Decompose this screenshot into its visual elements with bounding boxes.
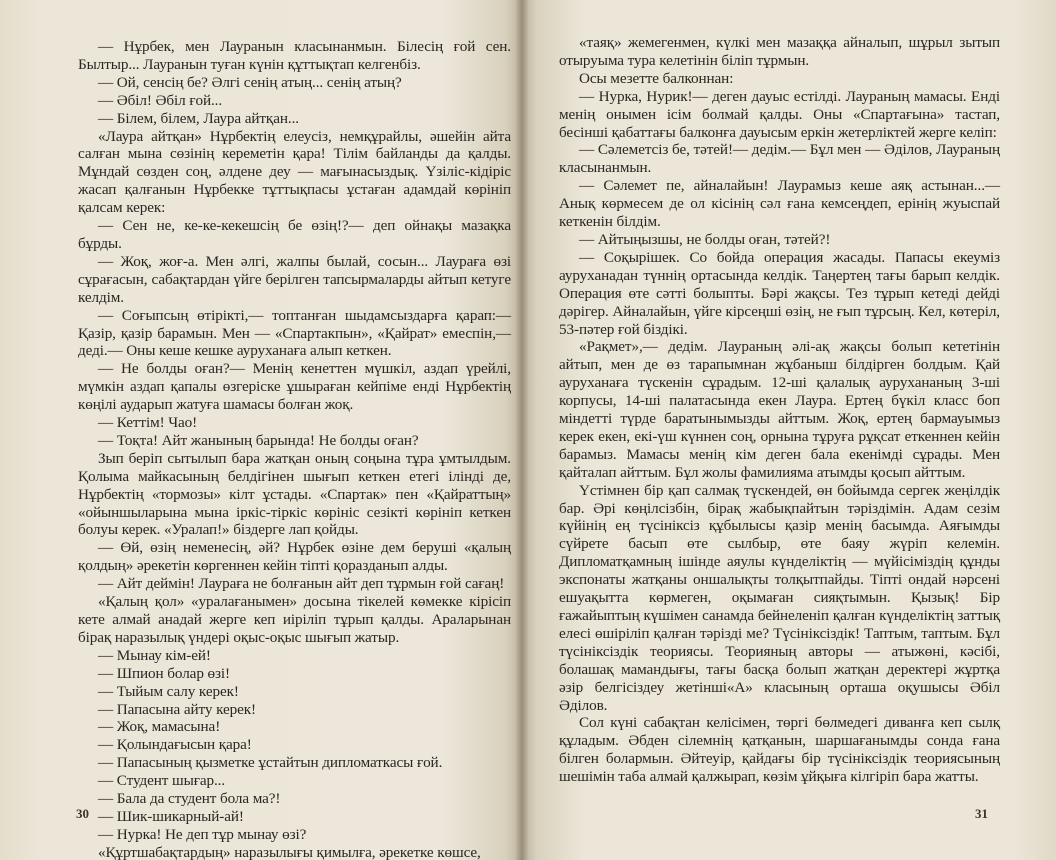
paragraph: — Әбіл! Әбіл ғой...: [98, 91, 223, 109]
paragraph: «таяқ» жемегенмен, күлкі мен мазаққа айналып, шұрыл зытып отыруыма тура келетінін біліп тұрмын.: [559, 34, 1000, 69]
page-number-right: 31: [975, 806, 988, 821]
paragraph: — Нурка! Не деп тұр мынау өзі?: [98, 825, 307, 843]
paragraph: — Шик-шикарный-ай!: [98, 807, 244, 825]
paragraph: — Сәлемет пе, айналайын! Лаурамыз кеше аяқ астынан...— Анық көрмесем де ол кісінің сәл ғана кемсеңдеп, ерінің жуыспай кеткенін білдім.: [559, 177, 1000, 231]
paragraph: «Лаура айтқан» Нұрбектің елеусіз, немқұрайлы, әшейін айта салған мына сөзінің кереметін қара! Тілім байланды да қалды. Мұндай сөзден соң, әлдене деу — мағынасыздық. Үзіліс-кідіріс жасап қалғанын Нұрбекке тұттықпасы ұстаған адамдай көрініп қалсам керек:: [78, 127, 511, 217]
paragraph: — Жоқ, мамасына!: [98, 718, 221, 736]
paragraph: Үстімнен бір қап салмақ түскендей, өн бойымда сергек жеңілдік бар. Әрі көңілсізбін, бірақ жабықпайтын тәріздімін. Адам сезім күйінің ең түсініксіз құбылысы қазір менің басымда. Аяғымды сүйрете басып өте сылбыр, өте баяу жүріп келемін. Дипломатқамның ішінде аяулы күнделіктің — мүйісіміздің құнды экспонаты жатқаны оншалықты толқытпайды. Тіпті ондай нәрсені ешуақытта көрмеген, оқымаған сияқтымын. Қызық! Бір ғажайыптың күшімен санамда бейнеленіп қалған күнделіктің заттық елесі өшіріліп қалған тәрізді ме? Түсініксіздік! Таптым, таптым. Бұл түсініксіздік теориясы. Теорияның авторы — атыжөні, кәсібі, болашақ мамандығы, тағы басқа болып жатқан деректері жұртқа әзір белгісіздеу жетінші«А» класының орташа оқушысы Әбіл Әділов.: [559, 481, 1000, 714]
paragraph: — Шпион болар өзі!: [98, 664, 230, 682]
left-page-text: [78, 38, 511, 860]
right-page-text: [559, 34, 1000, 786]
paragraph: — Білем, білем, Лаура айтқан...: [98, 109, 299, 127]
paragraph: — Папасының қызметке ұстайтын дипломаткасы ғой.: [98, 754, 443, 772]
paragraph: — Не болды оған?— Менің кенеттен мүшкіл, аздап үрейлі, мүмкін аздап қапалы өзгеріске ұшыраған кейпіме енді Нұрбектің көңілі аударып жатуға шамасы болған жоқ.: [78, 360, 511, 414]
paragraph: — Айт деймін! Лаураға не болғанын айт деп тұрмын ғой сағаң!: [98, 575, 505, 593]
paragraph: — Тоқта! Айт жанының барында! Не болды оған?: [98, 431, 419, 449]
paragraph: — Кеттім! Чао!: [98, 414, 198, 432]
paragraph: — Папасына айту керек!: [98, 700, 256, 718]
paragraph: — Соғыпсың өтірікті,— топтанған шыдамсыздарға қарап:— Қазір, қазір барамын. Мен — «Спартакпын», «Қайрат» емеспін,— деді.— Оны кеше кешке ауруханаға алып кеткен.: [78, 306, 511, 360]
paragraph: — Ой, сенсің бе? Әлгі сенің атың... сенің атың?: [98, 73, 402, 91]
paragraph: — Нурка, Нурик!— деген дауыс естілді. Лаураның мамасы. Енді менің онымен ісім болмай қалды. Оны «Спартағына» тастап, бесінші қабаттағы балконға дауысым еркін жетерліктей жерге келіп:: [559, 87, 1000, 141]
paragraph: Осы мезетте балконнан:: [579, 69, 734, 87]
paragraph: «Құртшабақтардың» наразылығы қимылға, әрекетке көшсе,: [98, 843, 481, 860]
right-page: [521, 0, 1056, 860]
paragraph: — Сәлеметсіз бе, тәтей!— дедім.— Бұл мен — Әділов, Лаураның класынанмын.: [559, 141, 1000, 177]
paragraph: — Соқырішек. Со бойда операция жасады. Папасы екеуміз ауруханадан түннің ортасында келдік. Таңертең тағы барып келдік. Операция өте сәтті болыпты. Бәрі жақсы. Тез тұрып кетеді дейді дәрігер. Айналайын, үйге кірсеңші өзің, не ғып тұрсың. Кел, көтеріл, 53-пәтер ғой біздікі.: [559, 248, 1000, 338]
paragraph: — Айтыңызшы, не болды оған, тәтей?!: [579, 230, 831, 248]
paragraph: — Өй, өзің неменесің, әй? Нұрбек өзіне дем беруші «қалың қолдың» әрекетін көргеннен кейін тіпті қоразданып алды.: [78, 539, 511, 575]
left-page: [0, 0, 521, 860]
paragraph: — Сен не, ке-ке-кекешсің бе өзің!?— деп ойнақы мазақка бұрды.: [78, 217, 511, 252]
paragraph: — Мынау кім-ей!: [98, 646, 211, 664]
paragraph: — Бала да студент бола ма?!: [98, 790, 281, 808]
paragraph: — Тыйым салу керек!: [98, 682, 239, 700]
paragraph: Зып беріп сытылып бара жатқан оның соңына тұра ұмтылдым. Қолыма майкасының белдігінен шығып кеткен етегі ілінді де, Нұрбектің «тормозы» кілт ұстады. «Спартак» пен «Қайраттың» «ойыншыларына мына іркіс-тіркіс көрініс сезікті көрініп кеткен болуы керек. «Уралап!» біздерге лап қойды.: [78, 449, 511, 539]
page-number-left: 30: [76, 806, 89, 821]
paragraph: — Нұрбек, мен Лауранын класынанмын. Білесің ғой сен. Былтыр... Лауранын туған күнін құттықтап келгенбіз.: [78, 38, 511, 73]
paragraph: — Жоқ, жоғ-а. Мен әлгі, жалпы былай, сосын... Лаураға өзі сұрағасын, сабақтардан үйге берілген тапсырмаларды айтып кетуге келдім.: [78, 252, 511, 306]
paragraph: Сол күні сабақтан келісімен, төргі бөлмедегі диванға кеп сылқ құладым. Әбден сілемнің қатқанын, шаршағанымды сонда ғана білген болармын. Әйтеуір, қайдағы бір түсініксіздік теориясының шешімін таба алмай қалжырап, көзім ұйқыға кілгіріп бара жатты.: [559, 714, 1000, 786]
paragraph: «Рақмет»,— дедім. Лаураның әлі-ақ жақсы болып кететінін айтып, мен де өз тарапымнан жұбаныш білдірген болдым. Қай ауруханаға түскенін сұрадым. 12-ші қалалық аурухананың 3-ші корпусы, 14-ші палатасында екен Лаура. Ертең бүкіл класс боп міндетті түрде баратынымызды айттым. Жоқ, ертең бармауымыз керек екен, екі-үш күннен соң, орнына тұруға рұқсат еткеннен кейін барамыз. Мамасы менің кім деген бала екенімді сұрады. Мен қайталап айттым. Бұл жолы фамилиямa атымды қосып айттым.: [559, 338, 1000, 481]
paragraph: «Қалың қол» «уралағанымен» досына тікелей көмекке кірісіп кете алмай анадай жерге кеп иіріліп тұрып қалды. Араларынан бірақ наразылық үндері оқыс-оқыс шығып жатыр.: [78, 593, 511, 646]
paragraph: — Қолындағысын қара!: [98, 736, 252, 754]
paragraph: — Студент шығар...: [98, 772, 226, 790]
